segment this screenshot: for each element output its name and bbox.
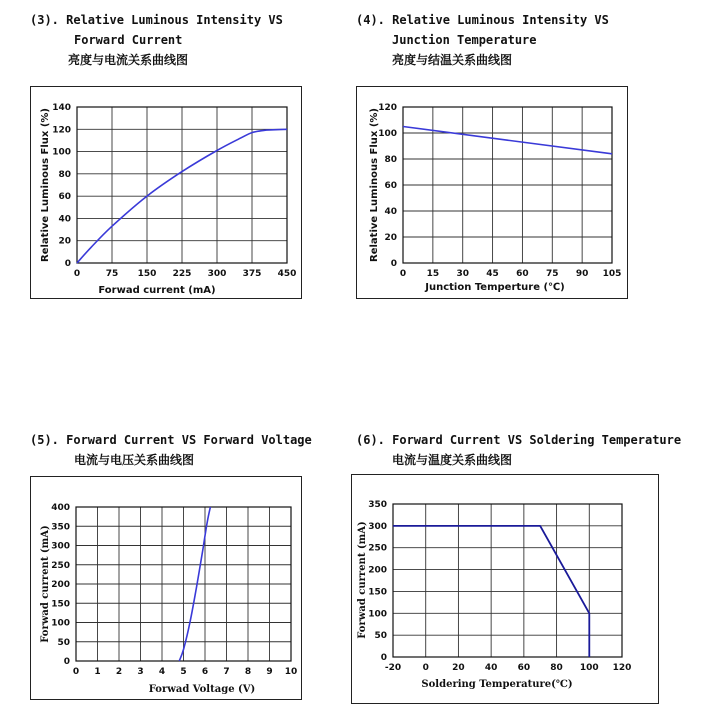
y-tick-label: 350 bbox=[368, 500, 387, 510]
x-tick-label: -20 bbox=[384, 663, 402, 673]
heading-line: (6). Forward Current VS Soldering Temperature bbox=[356, 433, 682, 447]
x-tick-label: 10 bbox=[284, 667, 298, 677]
y-tick-label: 0 bbox=[380, 653, 387, 663]
y-tick-label: 20 bbox=[384, 233, 397, 243]
plot-border bbox=[393, 504, 622, 657]
x-tick-label: 225 bbox=[172, 269, 192, 279]
y-tick-label: 140 bbox=[52, 103, 71, 113]
heading-line: 亮度与结温关系曲线图 bbox=[392, 53, 513, 67]
y-tick-label: 0 bbox=[390, 259, 397, 269]
x-tick-label: 2 bbox=[115, 667, 123, 677]
chart-5 bbox=[40, 503, 297, 695]
heading-line: 亮度与电流关系曲线图 bbox=[68, 53, 189, 67]
heading-line: 电流与电压关系曲线图 bbox=[74, 453, 195, 467]
y-tick-label: 150 bbox=[51, 599, 70, 610]
y-tick-label: 80 bbox=[384, 155, 397, 165]
x-tick-label: 75 bbox=[546, 269, 559, 279]
y-tick-label: 20 bbox=[58, 236, 71, 247]
y-axis-label: Relative Luminous Flux (%) bbox=[40, 108, 51, 262]
y-tick-label: 200 bbox=[368, 565, 387, 576]
y-axis-label: Relative Luminous Flux (%) bbox=[369, 108, 380, 262]
x-tick-label: 1 bbox=[94, 667, 101, 677]
x-axis-label: Forwad Voltage (V) bbox=[148, 684, 256, 695]
y-tick-label: 100 bbox=[368, 609, 387, 620]
y-tick-label: 40 bbox=[58, 214, 71, 225]
y-axis-label: Forwad current (mA) bbox=[357, 521, 368, 639]
x-tick-label: 45 bbox=[486, 269, 499, 279]
y-tick-label: 120 bbox=[378, 103, 397, 113]
y-tick-label: 300 bbox=[368, 521, 387, 532]
x-tick-label: 8 bbox=[244, 667, 252, 677]
x-axis-label: Forwad current (mA) bbox=[98, 285, 216, 296]
heading-line: Junction Temperature bbox=[392, 33, 537, 47]
x-tick-label: 120 bbox=[612, 663, 632, 673]
x-tick-label: 9 bbox=[266, 667, 273, 677]
x-tick-label: 105 bbox=[602, 269, 622, 279]
heading-line: Forward Current bbox=[74, 33, 183, 47]
y-tick-label: 150 bbox=[368, 587, 387, 598]
heading-line: (3). Relative Luminous Intensity VS bbox=[30, 13, 283, 27]
heading-line: (4). Relative Luminous Intensity VS bbox=[356, 13, 609, 27]
y-tick-label: 250 bbox=[368, 543, 387, 554]
x-tick-label: 0 bbox=[399, 269, 407, 279]
x-tick-label: 375 bbox=[242, 269, 262, 279]
x-tick-label: 40 bbox=[484, 663, 498, 673]
y-tick-label: 350 bbox=[51, 522, 70, 533]
x-tick-label: 6 bbox=[201, 667, 209, 677]
x-tick-label: 60 bbox=[516, 269, 529, 279]
y-tick-label: 60 bbox=[384, 181, 397, 191]
y-tick-label: 40 bbox=[384, 207, 397, 217]
y-tick-label: 0 bbox=[64, 259, 71, 269]
x-tick-label: 75 bbox=[105, 269, 119, 279]
x-tick-label: 5 bbox=[180, 667, 187, 677]
x-tick-label: 0 bbox=[422, 663, 429, 673]
y-tick-label: 400 bbox=[51, 503, 70, 513]
y-tick-label: 300 bbox=[51, 541, 70, 552]
series-line bbox=[403, 127, 612, 154]
x-tick-label: 20 bbox=[452, 663, 465, 673]
x-tick-label: 60 bbox=[517, 663, 531, 673]
y-tick-label: 50 bbox=[57, 637, 70, 648]
x-tick-label: 80 bbox=[550, 663, 563, 673]
y-tick-label: 100 bbox=[51, 618, 70, 629]
x-tick-label: 100 bbox=[579, 663, 599, 673]
y-tick-label: 60 bbox=[58, 192, 71, 203]
y-tick-label: 100 bbox=[52, 147, 71, 158]
y-axis-label: Forwad current (mA) bbox=[40, 525, 51, 643]
x-tick-label: 3 bbox=[137, 667, 144, 677]
chart-6 bbox=[357, 500, 631, 690]
x-tick-label: 15 bbox=[426, 269, 440, 279]
heading-line: 电流与温度关系曲线图 bbox=[392, 453, 513, 467]
x-axis-label: Junction Temperture (℃) bbox=[425, 282, 565, 293]
x-tick-label: 150 bbox=[137, 269, 157, 279]
x-tick-label: 450 bbox=[277, 269, 297, 279]
y-tick-label: 250 bbox=[51, 560, 70, 571]
y-tick-label: 50 bbox=[374, 631, 387, 642]
y-tick-label: 0 bbox=[63, 657, 70, 667]
x-tick-label: 90 bbox=[575, 269, 589, 279]
x-tick-label: 0 bbox=[72, 667, 80, 677]
chart-4 bbox=[369, 103, 621, 293]
x-axis-label: Soldering Temperature(℃) bbox=[421, 679, 573, 690]
heading-line: (5). Forward Current VS Forward Voltage bbox=[30, 433, 312, 447]
y-tick-label: 100 bbox=[378, 129, 397, 139]
x-tick-label: 0 bbox=[73, 269, 81, 279]
chart-3 bbox=[40, 103, 296, 296]
y-tick-label: 80 bbox=[58, 169, 71, 180]
x-tick-label: 30 bbox=[456, 269, 469, 279]
y-tick-label: 200 bbox=[51, 580, 70, 590]
y-tick-label: 120 bbox=[52, 125, 71, 136]
x-tick-label: 300 bbox=[207, 269, 227, 279]
x-tick-label: 4 bbox=[158, 667, 166, 677]
x-tick-label: 7 bbox=[223, 667, 230, 677]
